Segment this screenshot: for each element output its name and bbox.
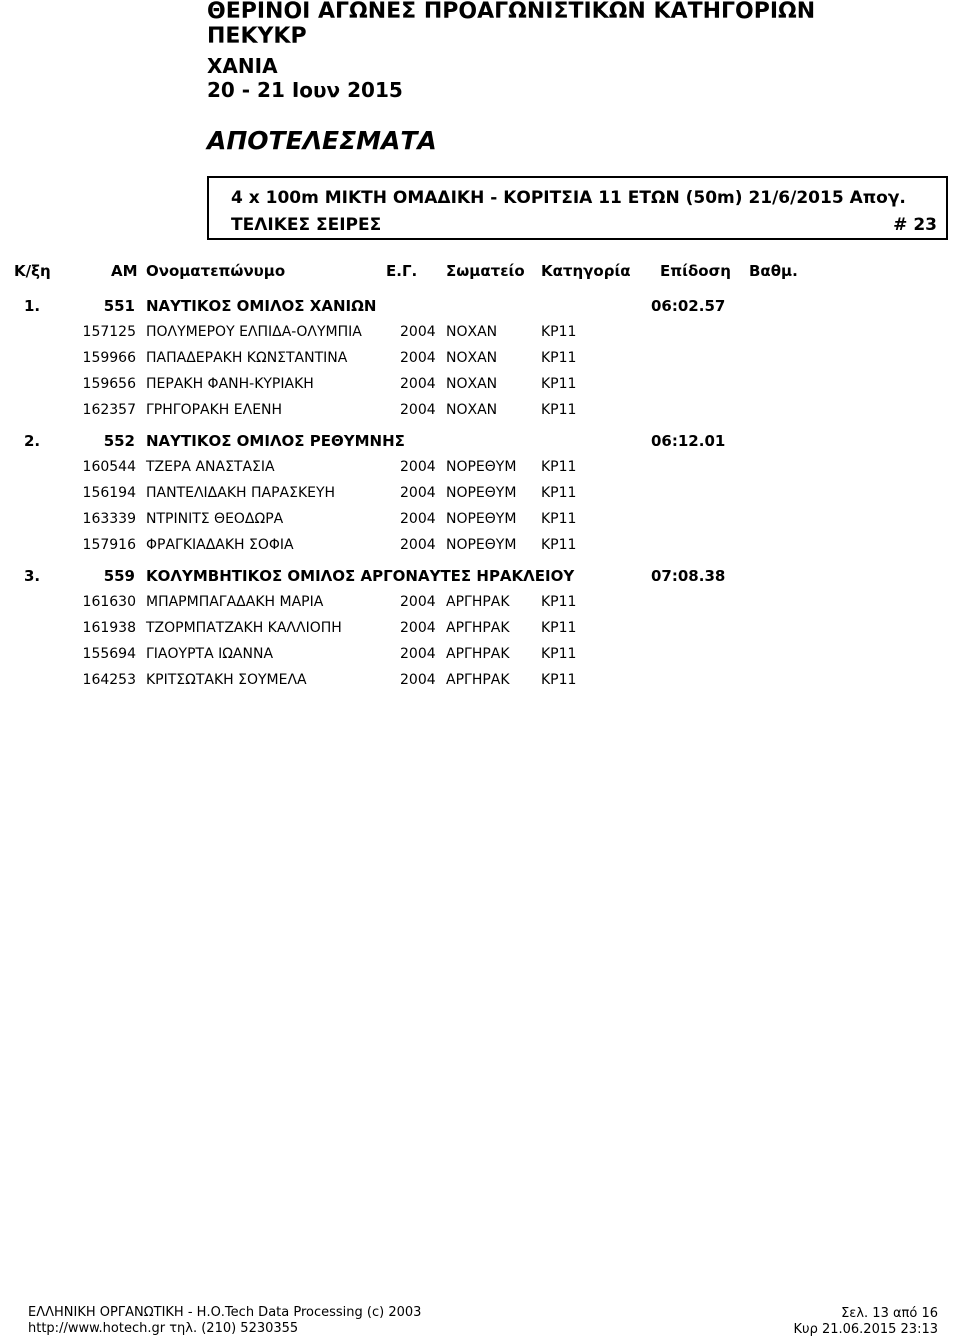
athlete-category: ΚΡ11 [541, 646, 577, 662]
team-name: ΝΑΥΤΙΚΟΣ ΟΜΙΛΟΣ ΧΑΝΙΩΝ [146, 297, 377, 315]
athlete-row [0, 670, 960, 690]
column-headers [0, 262, 960, 282]
athlete-club: ΝΟΡΕΘΥΜ [446, 459, 517, 475]
athlete-name: ΠΕΡΑΚΗ ΦΑΝΗ-ΚΥΡΙΑΚΗ [146, 376, 314, 392]
team-name: ΝΑΥΤΙΚΟΣ ΟΜΙΛΟΣ ΡΕΘΥΜΝΗΣ [146, 432, 405, 450]
team-row [0, 566, 960, 586]
athlete-row [0, 618, 960, 638]
athlete-club: ΝΟΡΕΘΥΜ [446, 537, 517, 553]
event-number: # 23 [893, 215, 937, 235]
athlete-id: 159656 [82, 376, 136, 392]
athlete-name: ΠΑΝΤΕΛΙΔΑΚΗ ΠΑΡΑΣΚΕΥΗ [146, 485, 336, 501]
col-year: Ε.Γ. [386, 262, 418, 280]
athlete-year: 2004 [400, 376, 436, 392]
footer-company: ΕΛΛΗΝΙΚΗ ΟΡΓΑΝΩΤΙΚΗ - Η.Ο.Tech Data Processing (c) 2003 [28, 1305, 422, 1320]
col-rank: Βαθμ. [749, 262, 798, 280]
athlete-category: ΚΡ11 [541, 511, 577, 527]
team-bib: 559 [103, 567, 135, 585]
athlete-row [0, 400, 960, 420]
athlete-id: 156194 [82, 485, 136, 501]
athlete-year: 2004 [400, 485, 436, 501]
event-title: 4 x 100m ΜΙΚΤΗ ΟΜΑΔΙΚΗ - ΚΟΡΙΤΣΙΑ 11 ΕΤΩΝ (50m) 21/6/2015 Απογ. [231, 188, 906, 208]
athlete-year: 2004 [400, 324, 436, 340]
athlete-category: ΚΡ11 [541, 620, 577, 636]
athlete-year: 2004 [400, 594, 436, 610]
col-place: Κ/ξη [14, 262, 51, 280]
athlete-row [0, 483, 960, 503]
athlete-year: 2004 [400, 511, 436, 527]
athlete-category: ΚΡ11 [541, 324, 577, 340]
event-box [207, 176, 948, 240]
athlete-row [0, 374, 960, 394]
athlete-id: 161630 [82, 594, 136, 610]
athlete-id: 162357 [82, 402, 136, 418]
athlete-year: 2004 [400, 402, 436, 418]
team-name: ΚΟΛΥΜΒΗΤΙΚΟΣ ΟΜΙΛΟΣ ΑΡΓΟΝΑΥΤΕΣ ΗΡΑΚΛΕΙΟΥ [146, 567, 575, 585]
footer-contact: http://www.hotech.gr τηλ. (210) 5230355 [28, 1321, 299, 1336]
footer-print-date: Κυρ 21.06.2015 23:13 [793, 1322, 938, 1337]
athlete-year: 2004 [400, 620, 436, 636]
athlete-id: 164253 [82, 672, 136, 688]
athlete-row [0, 592, 960, 612]
athlete-year: 2004 [400, 459, 436, 475]
athlete-row [0, 509, 960, 529]
athlete-year: 2004 [400, 672, 436, 688]
athlete-id: 159966 [82, 350, 136, 366]
athlete-category: ΚΡ11 [541, 672, 577, 688]
footer-page-number: Σελ. 13 από 16 [841, 1306, 938, 1321]
athlete-id: 161938 [82, 620, 136, 636]
athlete-club: ΑΡΓΗΡΑΚ [446, 646, 510, 662]
athlete-year: 2004 [400, 350, 436, 366]
athlete-club: ΑΡΓΗΡΑΚ [446, 672, 510, 688]
event-round: ΤΕΛΙΚΕΣ ΣΕΙΡΕΣ [231, 215, 382, 235]
athlete-category: ΚΡ11 [541, 350, 577, 366]
athlete-name: ΦΡΑΓΚΙΑΔΑΚΗ ΣΟΦΙΑ [146, 537, 294, 553]
athlete-club: ΝΟΧΑΝ [446, 324, 498, 340]
team-time: 06:12.01 [651, 432, 726, 450]
team-place: 2. [24, 432, 41, 450]
col-name: Ονοματεπώνυμο [146, 262, 286, 280]
team-time: 07:08.38 [651, 567, 726, 585]
athlete-year: 2004 [400, 646, 436, 662]
athlete-id: 163339 [82, 511, 136, 527]
athlete-name: ΠΟΛΥΜΕΡΟΥ ΕΛΠΙΔΑ-ΟΛΥΜΠΙΑ [146, 324, 362, 340]
athlete-club: ΑΡΓΗΡΑΚ [446, 594, 510, 610]
athlete-row [0, 457, 960, 477]
athlete-category: ΚΡ11 [541, 594, 577, 610]
athlete-club: ΝΟΧΑΝ [446, 402, 498, 418]
team-time: 06:02.57 [651, 297, 726, 315]
col-category: Κατηγορία [541, 262, 631, 280]
section-title: ΑΠΟΤΕΛΕΣΜΑΤΑ [207, 126, 437, 155]
athlete-category: ΚΡ11 [541, 537, 577, 553]
athlete-year: 2004 [400, 537, 436, 553]
meet-dates: 20 - 21 Ιουν 2015 [207, 78, 403, 102]
athlete-category: ΚΡ11 [541, 459, 577, 475]
athlete-club: ΝΟΡΕΘΥΜ [446, 511, 517, 527]
athlete-name: ΤΖΕΡΑ ΑΝΑΣΤΑΣΙΑ [146, 459, 275, 475]
team-row [0, 431, 960, 451]
athlete-category: ΚΡ11 [541, 402, 577, 418]
athlete-name: ΠΑΠΑΔΕΡΑΚΗ ΚΩΝΣΤΑΝΤΙΝΑ [146, 350, 348, 366]
team-place: 1. [24, 297, 41, 315]
meet-title: ΘΕΡΙΝΟΙ ΑΓΩΝΕΣ ΠΡΟΑΓΩΝΙΣΤΙΚΩΝ ΚΑΤΗΓΟΡΙΩΝ [207, 0, 816, 24]
athlete-row [0, 322, 960, 342]
team-bib: 551 [103, 297, 135, 315]
athlete-category: ΚΡ11 [541, 376, 577, 392]
team-bib: 552 [103, 432, 135, 450]
athlete-name: ΓΡΗΓΟΡΑΚΗ ΕΛΕΝΗ [146, 402, 283, 418]
athlete-id: 155694 [82, 646, 136, 662]
athlete-category: ΚΡ11 [541, 485, 577, 501]
athlete-club: ΑΡΓΗΡΑΚ [446, 620, 510, 636]
col-am: ΑΜ [111, 262, 138, 280]
meet-city: ΧΑΝΙΑ [207, 54, 278, 78]
team-row [0, 296, 960, 316]
meet-subtitle: ΠΕΚΥΚΡ [207, 24, 307, 49]
athlete-name: ΝΤΡΙΝΙΤΣ ΘΕΟΔΩΡΑ [146, 511, 284, 527]
athlete-name: ΓΙΑΟΥΡΤΑ ΙΩΑΝΝΑ [146, 646, 274, 662]
athlete-name: ΜΠΑΡΜΠΑΓΑΔΑΚΗ ΜΑΡΙΑ [146, 594, 324, 610]
col-club: Σωματείο [446, 262, 525, 280]
athlete-club: ΝΟΧΑΝ [446, 376, 498, 392]
athlete-id: 157916 [82, 537, 136, 553]
athlete-id: 157125 [82, 324, 136, 340]
team-place: 3. [24, 567, 41, 585]
col-performance: Επίδοση [660, 262, 731, 280]
athlete-name: ΤΖΟΡΜΠΑΤΖΑΚΗ ΚΑΛΛΙΟΠΗ [146, 620, 342, 636]
athlete-club: ΝΟΡΕΘΥΜ [446, 485, 517, 501]
athlete-name: ΚΡΙΤΣΩΤΑΚΗ ΣΟΥΜΕΛΑ [146, 672, 307, 688]
athlete-id: 160544 [82, 459, 136, 475]
athlete-row [0, 348, 960, 368]
athlete-row [0, 644, 960, 664]
athlete-row [0, 535, 960, 555]
athlete-club: ΝΟΧΑΝ [446, 350, 498, 366]
